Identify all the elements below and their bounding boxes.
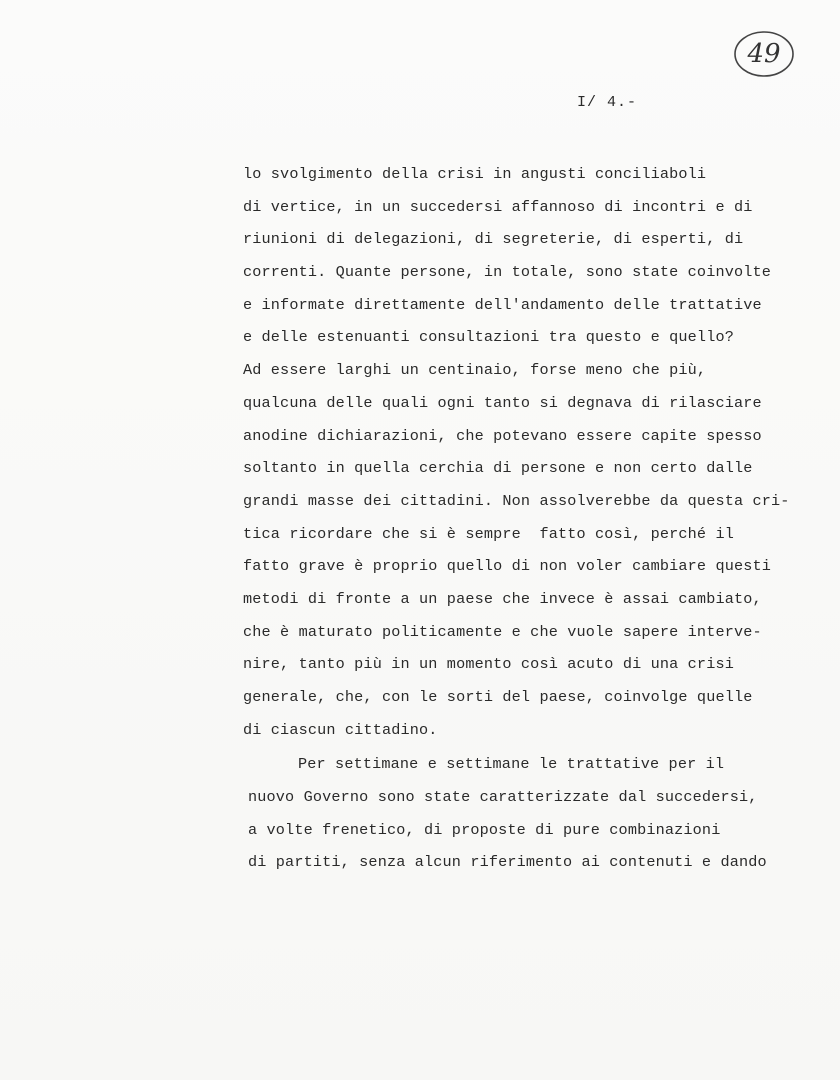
text-line: di vertice, in un succedersi affannoso di incontri e di (243, 197, 753, 216)
text-line: Ad essere larghi un centinaio, forse meno che più, (243, 361, 707, 380)
text-line: nuovo Governo sono state caratterizzate dal succedersi, (248, 788, 758, 807)
text-line: metodi di fronte a un paese che invece è assai cambiato, (243, 589, 762, 608)
text-line: grandi masse dei cittadini. Non assolverebbe da questa cri- (243, 491, 790, 510)
text-line: correnti. Quante persone, in totale, sono state coinvolte (243, 263, 772, 282)
text-line: e delle estenuanti consultazioni tra questo e quello? (243, 328, 734, 347)
text-line: di ciascun cittadino. (243, 720, 438, 739)
paragraph-1 (243, 158, 823, 746)
text-line: che è maturato politicamente e che vuole sapere interve- (243, 622, 762, 641)
handwritten-page-number (732, 28, 796, 80)
text-line: riunioni di delegazioni, di segreterie, di esperti, di (243, 230, 744, 249)
text-line: a volte frenetico, di proposte di pure combinazioni (248, 820, 721, 839)
text-line: generale, che, con le sorti del paese, coinvolge quelle (243, 688, 753, 706)
text-line: lo svolgimento della crisi in angusti conciliaboli (243, 165, 707, 183)
text-line: nire, tanto più in un momento così acuto di una crisi (243, 655, 734, 674)
text-line: anodine dichiarazioni, che potevano essere capite spesso (243, 426, 762, 445)
page-reference: I/ 4.- (577, 94, 638, 111)
page-number-text: 49 (747, 39, 781, 69)
text-line: fatto grave è proprio quello di non voler cambiare questi (243, 557, 772, 576)
text-line: di partiti, senza alcun riferimento ai contenuti e dando (248, 853, 767, 872)
paragraph-2 (243, 748, 823, 879)
text-line: soltanto in quella cerchia di persone e non certo dalle (243, 459, 753, 478)
text-line: e informate direttamente dell'andamento delle trattative (243, 295, 762, 314)
body-text (243, 158, 823, 879)
text-line: qualcuna delle quali ogni tanto si degnava di rilasciare (243, 393, 762, 412)
text-line: Per settimane e settimane le trattative per il (298, 755, 725, 774)
text-line: tica ricordare che si è sempre fatto così, perché il (243, 524, 734, 543)
